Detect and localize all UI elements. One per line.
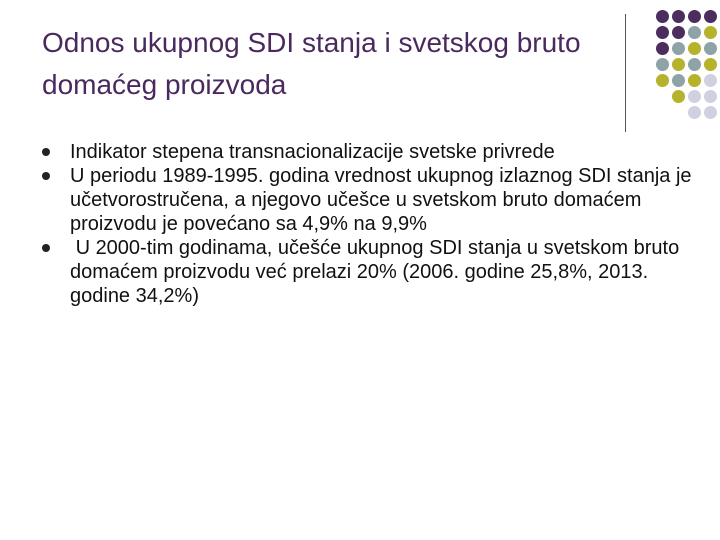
bullet-text: Indikator stepena transnacionalizacije svetske privrede	[70, 141, 555, 163]
decorative-dot	[672, 10, 685, 23]
decorative-dot	[640, 74, 653, 87]
bullet-text: U periodu 1989-1995. godina vrednost ukupnog izlaznog SDI stanja je učetvorostručena, a njegovo učešce u svetskom bruto domaćem proizvodu je povećano sa 4,9% na 9,9%	[70, 165, 692, 235]
decorative-dot	[640, 10, 653, 23]
decorative-dot	[704, 58, 717, 71]
decorative-dot	[656, 58, 669, 71]
decorative-dot	[704, 26, 717, 39]
title-divider-line	[625, 14, 626, 132]
decorative-dot	[672, 26, 685, 39]
decorative-dot	[688, 106, 701, 119]
decorative-dot	[688, 26, 701, 39]
decorative-dot-grid	[640, 10, 720, 122]
decorative-dot	[640, 106, 653, 119]
decorative-dot	[672, 74, 685, 87]
bullet-dot-icon	[42, 244, 50, 252]
decorative-dot	[656, 10, 669, 23]
decorative-dot	[688, 74, 701, 87]
decorative-dot	[704, 42, 717, 55]
decorative-dot	[704, 106, 717, 119]
decorative-dot	[640, 90, 653, 103]
decorative-dot	[672, 58, 685, 71]
bullet-item	[42, 236, 692, 308]
bullet-text: U 2000-tim godinama, učešće ukupnog SDI stanja u svetskom bruto domaćem proizvodu već prelazi 20% (2006. godine 25,8%, 2013. godine 34,2%)	[70, 237, 685, 307]
bullet-dot-icon	[42, 172, 50, 180]
decorative-dot	[688, 42, 701, 55]
decorative-dot	[688, 10, 701, 23]
decorative-dot	[656, 106, 669, 119]
bullet-item	[42, 140, 692, 164]
decorative-dot	[656, 26, 669, 39]
decorative-dot	[704, 90, 717, 103]
decorative-dot	[704, 74, 717, 87]
decorative-dot	[688, 58, 701, 71]
decorative-dot	[688, 90, 701, 103]
decorative-dot	[656, 42, 669, 55]
decorative-dot	[672, 90, 685, 103]
decorative-dot	[672, 42, 685, 55]
decorative-dot	[640, 42, 653, 55]
decorative-dot	[704, 10, 717, 23]
decorative-dot	[656, 74, 669, 87]
decorative-dot	[672, 106, 685, 119]
decorative-dot	[640, 58, 653, 71]
bullet-list	[42, 140, 692, 308]
slide-title: Odnos ukupnog SDI stanja i svetskog bruto domaćeg proizvoda	[42, 27, 581, 100]
decorative-dot	[640, 26, 653, 39]
decorative-dot	[656, 90, 669, 103]
bullet-item	[42, 164, 692, 236]
bullet-dot-icon	[42, 148, 50, 156]
